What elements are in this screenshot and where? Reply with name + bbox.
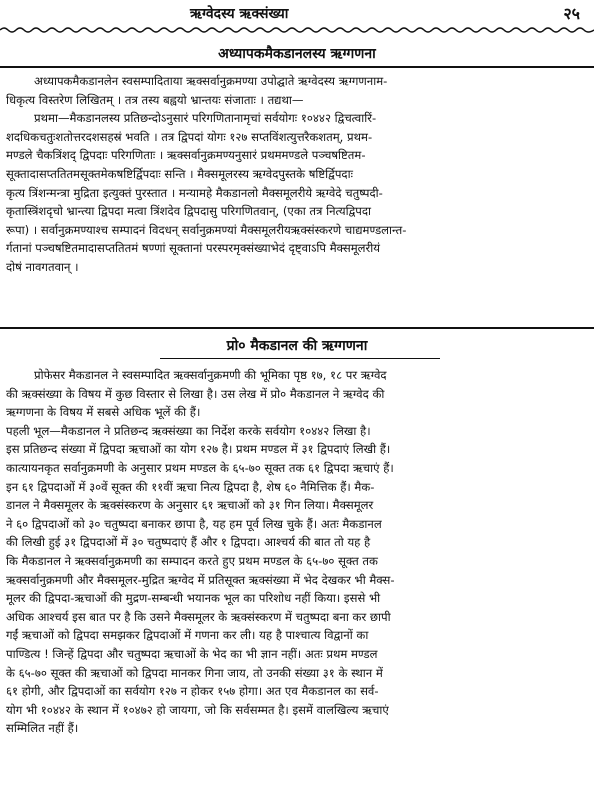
section-separator-rule xyxy=(0,327,594,329)
text-line: मूलर की द्विपदा-ऋचाओं की मुद्रण-सम्बन्धी भयानक भूल का परिशोध नहीं किया। इससे भी xyxy=(6,591,381,606)
text-line: कि मैकडानल ने ऋक्सर्वानुक्रमणी का सम्पादन करते हुए प्रथम मण्डल के ६५-७० सूक्त तक xyxy=(6,553,378,568)
text-line: के ६५-७० सूक्त की ऋचाओं को द्विपदा मानकर गिना जाय, तो उनकी संख्या ३१ के स्थान में xyxy=(6,665,383,680)
text-line: सूक्तादासप्ततितमसूक्तमेकषष्टिर्द्विपदाः सन्ति । मैक्समूलरस्य ऋग्वेदपुस्तके षष्टिर्द्विपदाः xyxy=(6,166,353,181)
text-line: प्रथमा—मैकडानलस्य प्रतिछन्दोऽनुसारं परिगणितानामृचां सर्वयोगः १०४४२ द्विचत्वारिं- xyxy=(34,111,377,126)
wavy-divider xyxy=(0,26,594,34)
text-line: की लिखी हुई ३१ द्विपदाओं में ३० चतुष्पदाएं हैं और १ द्विपदा। आश्चर्य की बात तो यह है xyxy=(6,535,371,550)
text-line: रूपा) । सर्वानुक्रमण्याश्च सम्पादनं विदधन् सर्वानुक्रमण्यां मैक्समूलरीयऋक्संस्करणे चाद्यमण्डलान्त- xyxy=(6,222,407,237)
text-line: ६१ होगी, और द्विपदाओं का सर्वयोग १२७ न होकर १५७ होगा। अत एव मैकडानल का सर्व- xyxy=(6,684,379,699)
section2-underline xyxy=(160,358,440,359)
text-line: धिकृत्य विस्तरेण लिखितम् । तत्र तस्य बह्वयो भ्रान्तयः संजाताः । तद्यथा— xyxy=(6,92,304,107)
text-line: अध्यापकमैकडानलेन स्वसम्पादिताया ऋक्सर्वानुक्रमण्या उपोद्घाते ऋग्वेदस्य ऋग्गणनाम- xyxy=(34,74,388,88)
text-line: ऋक्सर्वानुक्रमणी और मैक्समूलर-मुद्रित ऋग्वेद में प्रतिसूक्त ऋक्संख्या में भेद देखकर भी मैक्स- xyxy=(6,572,395,587)
running-header xyxy=(0,2,594,24)
section2-heading: प्रो० मैकडानल की ऋग्गणना xyxy=(226,338,368,354)
text-line: इस प्रतिछन्द संख्या में द्विपदा ऋचाओं का योग १२७ है। प्रथम मण्डल में ३१ द्विपदाएं लिखी हैं। xyxy=(6,442,391,457)
page-number: २५ xyxy=(563,4,580,23)
text-line: शदधिकचतुःशतोत्तरदशसहस्रं भवति । तत्र द्विपदां योगः १२७ सप्तविंशत्युत्तरैकशतम्, प्रथम- xyxy=(6,129,373,144)
text-line: पहली भूल—मैकडानल ने प्रतिछन्द ऋक्संख्या का निर्देश करके सर्वयोग १०४४२ लिखा है। xyxy=(6,423,371,438)
text-line: कृतास्त्रिंशदृचो भ्रान्त्या द्विपदा मत्वा त्रिंशदेव द्विपदासु परिगणितवान्, (एका तत्र नित्यद्विपदा xyxy=(6,204,372,219)
text-line: ने ६० द्विपदाओं को ३० चतुष्पदा बनाकर छापा है, यह हम पूर्व लिख चुके हैं। अतः मैकडानल xyxy=(6,516,382,531)
text-line: डानल ने मैक्समूलर के ऋक्संस्करण के अनुसार ६१ ऋचाओं को ३१ गिन लिया। मैक्समूलर xyxy=(6,498,374,513)
text-line: इन ६१ द्विपदाओं में ३०वें सूक्त की ११वीं ऋचा नित्य द्विपदा है, शेष ६० नैमित्तिक हैं। मैक- xyxy=(6,479,375,494)
text-line: योग भी १०४४२ के स्थान में १०४७२ हो जायगा, जो कि सर्वसम्मत है। इसमें वालखिल्य ऋचाएं xyxy=(6,702,389,717)
text-line: प्रोफेसर मैकडानल ने स्वसम्पादित ऋक्सर्वानुक्रमणी की भूमिका पृष्ठ १७, १८ पर ऋग्वेद xyxy=(34,368,387,382)
text-line: की ऋक्संख्या के विषय में कुछ विस्तार से लिखा है। उस लेख में प्रो० मैकडानल ने ऋग्वेद की xyxy=(6,386,385,401)
running-title: ऋग्वेदस्य ऋक्संख्या xyxy=(190,6,289,22)
text-line: कृत्य त्रिंशन्मन्त्रा मुद्रिता इत्युक्तं पुरस्तात । मन्यामहे मैकडानलो मैक्समूलरीये ऋग्वेदे चतुष्पदी- xyxy=(6,185,383,200)
text-line: दोषं नावगतवान् । xyxy=(6,259,79,274)
text-line: र्गतानां पञ्चषष्टितमादासप्ततितमं षण्णां सूक्तानां परस्परमृक्संख्याभेदं दृष्ट्वाऽपि मैक्समूलरीयं xyxy=(6,241,380,256)
text-line: सम्मिलित नहीं हैं। xyxy=(6,721,79,736)
text-line: ऋग्गणना के विषय में सबसे अधिक भूलें की हैं। xyxy=(6,405,201,420)
text-line: पाण्डित्य ! जिन्हें द्विपदा और चतुष्पदा ऋचाओं के भेद का भी ज्ञान नहीं। अतः प्रथम मण्डल xyxy=(6,646,378,661)
text-line: अधिक आश्चर्य इस बात पर है कि उसने मैक्समूलर के ऋक्संस्करण में चतुष्पदा बना कर छापी xyxy=(6,609,391,624)
section1-heading: अध्यापकमैकडानलस्य ऋग्गणना xyxy=(218,46,376,62)
text-line: गईं ऋचाओं को द्विपदा समझकर द्विपदाओं में गणना कर ली। यह है पाश्चात्य विद्वानों का xyxy=(6,628,369,643)
text-line: कात्यायनकृत सर्वानुक्रमणी के अनुसार प्रथम मण्डल के ६५-७० सूक्त तक ६१ द्विपदा ऋचाएं हैं। xyxy=(6,460,394,475)
section2-body xyxy=(6,366,586,738)
text-line: मण्डले चैकत्रिंशद् द्विपदाः परिगणिताः । ऋक्सर्वानुक्रमण्यनुसारं प्रथममण्डले पञ्चषष्टितम- xyxy=(6,148,366,163)
section1-rule xyxy=(0,66,594,68)
section1-body xyxy=(6,72,586,277)
